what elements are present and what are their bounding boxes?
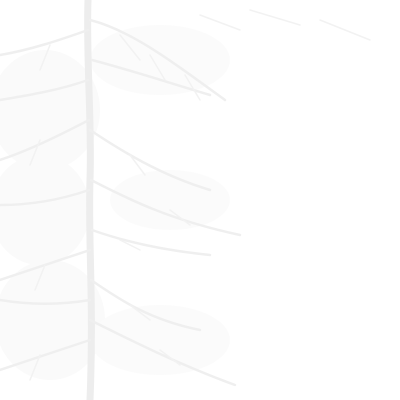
foliage-patch bbox=[90, 305, 230, 375]
foliage-patch bbox=[110, 170, 230, 230]
foliage-patch bbox=[90, 25, 230, 95]
